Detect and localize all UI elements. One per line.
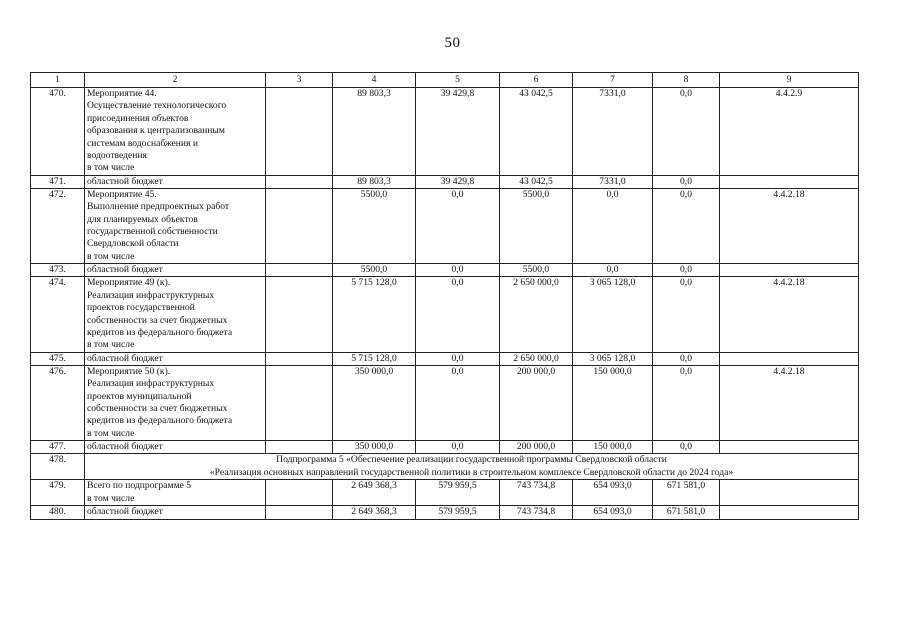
- column-header: 5: [416, 73, 500, 88]
- cell-target-code: [720, 264, 859, 277]
- cell-col5: 579 959,5: [416, 480, 500, 506]
- cell-col5: 0,0: [416, 264, 500, 277]
- row-name-line: водоотведения: [87, 150, 147, 162]
- column-header: 2: [85, 73, 266, 88]
- cell-col8: 0,0: [653, 352, 720, 365]
- row-number: 471.: [31, 175, 85, 188]
- row-name-line: проектов государственной: [87, 302, 195, 314]
- cell-col3: [266, 277, 333, 352]
- cell-target-code: 4.4.2.18: [720, 188, 859, 263]
- table-row: [31, 88, 859, 176]
- row-name: [85, 277, 266, 352]
- row-name: [85, 188, 266, 263]
- cell-col5: 579 959,5: [416, 506, 500, 519]
- cell-col3: [266, 506, 333, 519]
- cell-col8: 0,0: [653, 277, 720, 352]
- cell-col7: 3 065 128,0: [573, 352, 653, 365]
- cell-col6: 2 650 000,0: [500, 277, 573, 352]
- row-name: [85, 88, 266, 176]
- cell-target-code: [720, 441, 859, 454]
- row-name-line: Реализация инфраструктурных: [87, 289, 215, 301]
- row-name-line: областной бюджет: [87, 506, 163, 518]
- row-number: 476.: [31, 365, 85, 440]
- table-body: [31, 73, 859, 520]
- row-name-line: кредитов из федерального бюджета: [87, 415, 233, 427]
- cell-col6: 2 650 000,0: [500, 352, 573, 365]
- row-name: [85, 480, 266, 506]
- cell-col8: 671 581,0: [653, 480, 720, 506]
- cell-col3: [266, 175, 333, 188]
- row-number: 470.: [31, 88, 85, 176]
- row-name-line: присоединения объектов: [87, 112, 189, 124]
- row-name-line: Выполнение предпроектных работ: [87, 201, 230, 213]
- table-row: [31, 277, 859, 352]
- row-name-line: проектов муниципальной: [87, 390, 192, 402]
- cell-col7: 3 065 128,0: [573, 277, 653, 352]
- column-header: 8: [653, 73, 720, 88]
- row-name-line: системам водоснабжения и: [87, 137, 199, 149]
- page-number: 50: [444, 35, 461, 51]
- row-number: 473.: [31, 264, 85, 277]
- row-name-line: собственности за счет бюджетных: [87, 402, 228, 414]
- table-row: [31, 480, 859, 506]
- cell-col8: 0,0: [653, 365, 720, 440]
- row-name-line: областной бюджет: [87, 352, 163, 364]
- column-header: 1: [31, 73, 85, 88]
- cell-col6: 5500,0: [500, 264, 573, 277]
- cell-col4: 2 649 368,3: [333, 480, 416, 506]
- cell-col4: 5500,0: [333, 188, 416, 263]
- cell-col3: [266, 441, 333, 454]
- row-number: 475.: [31, 352, 85, 365]
- cell-target-code: 4.4.2.18: [720, 365, 859, 440]
- cell-col8: 0,0: [653, 175, 720, 188]
- cell-col5: 0,0: [416, 441, 500, 454]
- cell-target-code: [720, 175, 859, 188]
- row-name-line: в том числе: [87, 339, 135, 351]
- row-name-line: собственности за счет бюджетных: [87, 314, 228, 326]
- subprogram-row: [31, 454, 859, 480]
- row-name-line: Реализация инфраструктурных: [87, 378, 215, 390]
- row-name-line: образования к централизованным: [87, 125, 225, 137]
- row-name-line: в том числе: [87, 250, 135, 262]
- cell-target-code: [720, 480, 859, 506]
- cell-col8: 671 581,0: [653, 506, 720, 519]
- row-name-line: Мероприятие 45.: [87, 188, 157, 200]
- cell-target-code: 4.4.2.18: [720, 277, 859, 352]
- cell-col3: [266, 480, 333, 506]
- cell-col8: 0,0: [653, 88, 720, 176]
- cell-col4: 5 715 128,0: [333, 277, 416, 352]
- row-number: 480.: [31, 506, 85, 519]
- cell-target-code: 4.4.2.9: [720, 88, 859, 176]
- cell-col5: 0,0: [416, 365, 500, 440]
- subprogram-title: [85, 454, 859, 480]
- row-name-line: в том числе: [87, 162, 135, 174]
- table-row: [31, 365, 859, 440]
- cell-col4: 89 803,3: [333, 88, 416, 176]
- cell-col4: 2 649 368,3: [333, 506, 416, 519]
- row-number: 474.: [31, 277, 85, 352]
- row-name-line: в том числе: [87, 492, 135, 504]
- cell-col6: 43 042,5: [500, 175, 573, 188]
- table-row: [31, 175, 859, 188]
- cell-col7: 0,0: [573, 188, 653, 263]
- cell-col3: [266, 352, 333, 365]
- column-header: 7: [573, 73, 653, 88]
- column-header: 6: [500, 73, 573, 88]
- cell-col7: 654 093,0: [573, 506, 653, 519]
- cell-col7: 0,0: [573, 264, 653, 277]
- row-name-line: Мероприятие 50 (к).: [87, 365, 171, 377]
- table-row: [31, 441, 859, 454]
- row-name-line: в том числе: [87, 427, 135, 439]
- cell-target-code: [720, 352, 859, 365]
- column-header: 4: [333, 73, 416, 88]
- cell-col6: 743 734,8: [500, 506, 573, 519]
- cell-col4: 89 803,3: [333, 175, 416, 188]
- table-row: [31, 506, 859, 519]
- row-name-line: Мероприятие 49 (к).: [87, 277, 171, 289]
- table-row: [31, 352, 859, 365]
- cell-col6: 200 000,0: [500, 365, 573, 440]
- row-name-line: областной бюджет: [87, 264, 163, 276]
- row-name: [85, 441, 266, 454]
- cell-col5: 39 429,8: [416, 88, 500, 176]
- row-name-line: государственной собственности: [87, 226, 218, 238]
- row-name-line: Осуществление технологического: [87, 100, 227, 112]
- cell-col5: 0,0: [416, 277, 500, 352]
- cell-target-code: [720, 506, 859, 519]
- row-number: 477.: [31, 441, 85, 454]
- column-header: 9: [720, 73, 859, 88]
- row-name-line: Всего по подпрограмме 5: [87, 480, 192, 492]
- cell-col3: [266, 264, 333, 277]
- cell-col6: 43 042,5: [500, 88, 573, 176]
- column-header: 3: [266, 73, 333, 88]
- row-name: [85, 365, 266, 440]
- row-name: [85, 264, 266, 277]
- cell-col7: 150 000,0: [573, 365, 653, 440]
- cell-col4: 350 000,0: [333, 365, 416, 440]
- cell-col3: [266, 188, 333, 263]
- cell-col7: 150 000,0: [573, 441, 653, 454]
- cell-col3: [266, 365, 333, 440]
- cell-col6: 200 000,0: [500, 441, 573, 454]
- row-name-line: кредитов из федерального бюджета: [87, 326, 233, 338]
- cell-col8: 0,0: [653, 264, 720, 277]
- row-number: 478.: [31, 454, 85, 480]
- cell-col8: 0,0: [653, 188, 720, 263]
- table-row: [31, 264, 859, 277]
- cell-col5: 0,0: [416, 352, 500, 365]
- cell-col7: 7331,0: [573, 175, 653, 188]
- row-name: [85, 175, 266, 188]
- row-number: 472.: [31, 188, 85, 263]
- cell-col6: 743 734,8: [500, 480, 573, 506]
- cell-col4: 5500,0: [333, 264, 416, 277]
- header-row: [31, 73, 859, 88]
- cell-col8: 0,0: [653, 441, 720, 454]
- row-name-line: для планируемых объектов: [87, 213, 198, 225]
- cell-col4: 5 715 128,0: [333, 352, 416, 365]
- cell-col7: 7331,0: [573, 88, 653, 176]
- row-number: 479.: [31, 480, 85, 506]
- cell-col6: 5500,0: [500, 188, 573, 263]
- row-name-line: Мероприятие 44.: [87, 88, 157, 99]
- row-name: [85, 352, 266, 365]
- subprogram-title-line: «Реализация основных направлений государственной политики в строительном комплексе Свердловской области до 2024 года»: [209, 466, 734, 478]
- row-name-line: областной бюджет: [87, 175, 163, 187]
- cell-col4: 350 000,0: [333, 441, 416, 454]
- table-row: [31, 188, 859, 263]
- cell-col5: 0,0: [416, 188, 500, 263]
- cell-col5: 39 429,8: [416, 175, 500, 188]
- cell-col7: 654 093,0: [573, 480, 653, 506]
- row-name-line: Свердловской области: [87, 238, 179, 250]
- row-name: [85, 506, 266, 519]
- cell-col3: [266, 88, 333, 176]
- subprogram-title-line: Подпрограмма 5 «Обеспечение реализации государственной программы Свердловской области: [276, 454, 667, 466]
- budget-table: [30, 72, 859, 520]
- row-name-line: областной бюджет: [87, 441, 163, 453]
